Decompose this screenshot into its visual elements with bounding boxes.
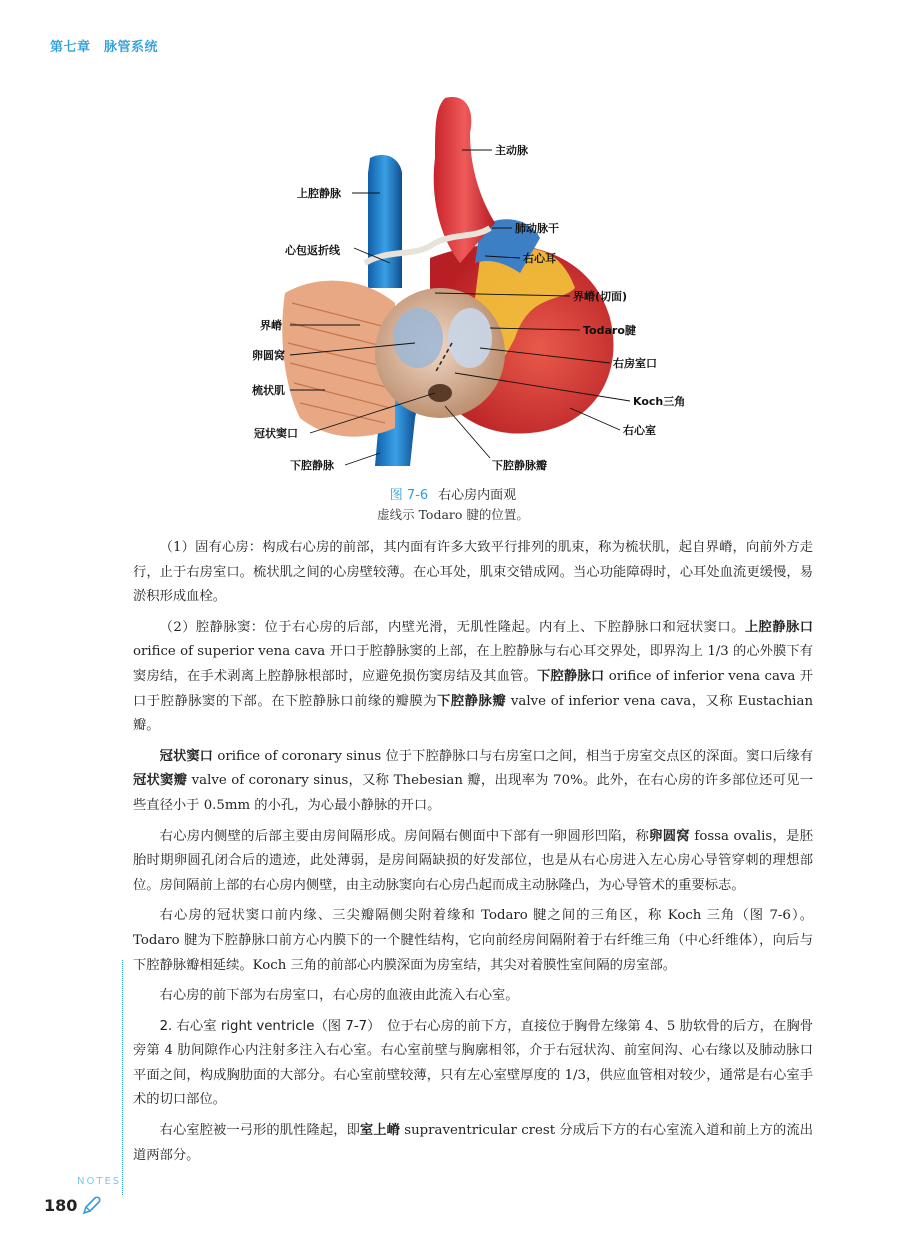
figure-title: 右心房内面观 (438, 488, 517, 503)
label-pulmonary-trunk: 肺动脉干 (515, 222, 559, 235)
notes-label: NOTES (77, 1176, 122, 1187)
fossa-ovalis (393, 308, 443, 368)
label-ivc: 下腔静脉 (290, 459, 334, 472)
right-atrioventricular-orifice (448, 308, 492, 368)
chapter-header: 第七章 脉管系统 (50, 40, 159, 55)
keyword: 下腔静脉瓣 (437, 693, 507, 709)
label-koch: Koch三角 (633, 395, 686, 408)
section-heading: 2. 右心室 right ventricle（图 7-7） (159, 1018, 374, 1034)
label-crista-cut: 界嵴(切面) (573, 290, 628, 303)
keyword: 卵圆窝 (649, 828, 690, 844)
paragraph-6: 右心房的前下部为右房室口，右心房的血液由此流入右心室。 (159, 988, 519, 1004)
coronary-sinus-orifice (428, 384, 452, 402)
keyword: 下腔静脉口 (537, 668, 605, 684)
notes-margin-line (122, 960, 123, 1195)
label-rao: 右房室口 (613, 357, 657, 370)
keyword: 冠状窦口 (159, 748, 214, 764)
label-crista: 界嵴 (260, 319, 282, 332)
label-ivc-valve: 下腔静脉瓣 (492, 459, 547, 472)
pencil-icon (80, 1195, 102, 1217)
label-pectinate: 梳状肌 (252, 384, 285, 397)
paragraph-7: 2. 右心室 right ventricle（图 7-7） 位于右心房的前下方，直接位于胸骨左缘第 4、5 肋软骨的后方，在胸骨旁第 4 肋间隙作心内注射多注入右心室。右心室前壁与胸廓相邻，介于右冠状沟、前室间沟、心右缘以及肺动脉口平面之间，构成胸肋面的大部分。右心室前壁较薄，只有左心室壁厚度的 1/3，供应血管相对较少，通常是右心室手术的切口部位。 (133, 1018, 813, 1108)
label-pericardial-line: 心包返折线 (285, 244, 340, 257)
paragraph-2: （2）腔静脉窦：位于右心房的后部，内壁光滑，无肌性隆起。内有上、下腔静脉口和冠状窦口。上腔静脉口 orifice of superior vena cava 开口于腔静脉窦的上部，在上腔静脉与右心耳交界处，即界沟上 1/3 的心外膜下有窦房结，在手术剥离上腔静脉根部时，应避免损伤窦房结及其血管。下腔静脉口 orifice of inferior vena cava 开口于腔静脉窦的下部。在下腔静脉口前缘的瓣膜为下腔静脉瓣 valve of inferior vena cava，又称 Eustachian 瓣。 (133, 619, 814, 734)
paragraph-3: 冠状窦口 orifice of coronary sinus 位于下腔静脉口与右房室口之间，相当于房室交点区的深面。窦口后缘有冠状窦瓣 valve of coronary sinus，又称 Thebesian 瓣，出现率为 70%。此外，在右心房的许多部位还可见一些直径小于 0.5mm 的小孔，为心最小静脉的开口。 (133, 748, 813, 813)
keyword: 冠状窦瓣 (133, 773, 188, 789)
label-todaro: Todaro腱 (583, 324, 636, 337)
paragraph-5: 右心房的冠状窦口前内缘、三尖瓣隔侧尖附着缘和 Todaro 腱之间的三角区，称 Koch 三角（图 7-6）。Todaro 腱为下腔静脉口前方心内膜下的一个腱性结构，它向前经房间隔附着于右纤维三角（中心纤维体），向后与下腔静脉瓣相延续。Koch 三角的前部心内膜深面为房室结，其尖对着膜性室间隔的房室部。 (133, 908, 813, 973)
page-number: 180 (44, 1196, 78, 1215)
label-svc: 上腔静脉 (297, 187, 341, 200)
paragraph-1: （1）固有心房：构成右心房的前部，其内面有许多大致平行排列的肌束，称为梳状肌，起自界嵴，向前外方走行，止于右房室口。梳状肌之间的心房壁较薄。在心耳处，肌束交错成网。当心功能障碍时，心耳处血流更缓慢，易淤积形成血栓。 (133, 540, 813, 605)
figure-caption (0, 484, 906, 503)
body-text (133, 536, 813, 1174)
label-right-auricle: 右心耳 (523, 252, 556, 265)
label-coronary-sinus: 冠状窦口 (254, 427, 298, 440)
paragraph-4: 右心房内侧壁的后部主要由房间隔形成。房间隔右侧面中下部有一卵圆形凹陷，称卵圆窝 fossa ovalis，是胚胎时期卵圆孔闭合后的遗迹，此处薄弱，是房间隔缺损的好发部位，也是从右心房进入左心房心导管穿刺的理想部位。房间隔前上部的右心房内侧壁，由主动脉窦向右心房凸起而成主动脉隆凸，为心导管术的重要标志。 (133, 828, 814, 893)
label-rv: 右心室 (623, 424, 656, 437)
superior-vena-cava (368, 155, 402, 288)
label-aorta: 主动脉 (495, 144, 528, 157)
keyword: 室上嵴 (359, 1123, 400, 1139)
label-fossa: 卵圆窝 (252, 349, 285, 362)
heart-illustration (230, 88, 700, 478)
keyword: 上腔静脉口 (744, 619, 813, 635)
paragraph-8: 右心室腔被一弓形的肌性隆起，即室上嵴 supraventricular crest 分成后下方的右心室流入道和前上方的流出道两部分。 (133, 1123, 814, 1163)
figure-number: 图 7-6 (389, 488, 429, 503)
figure-subcaption: 虚线示 Todaro 腱的位置。 (377, 507, 529, 522)
